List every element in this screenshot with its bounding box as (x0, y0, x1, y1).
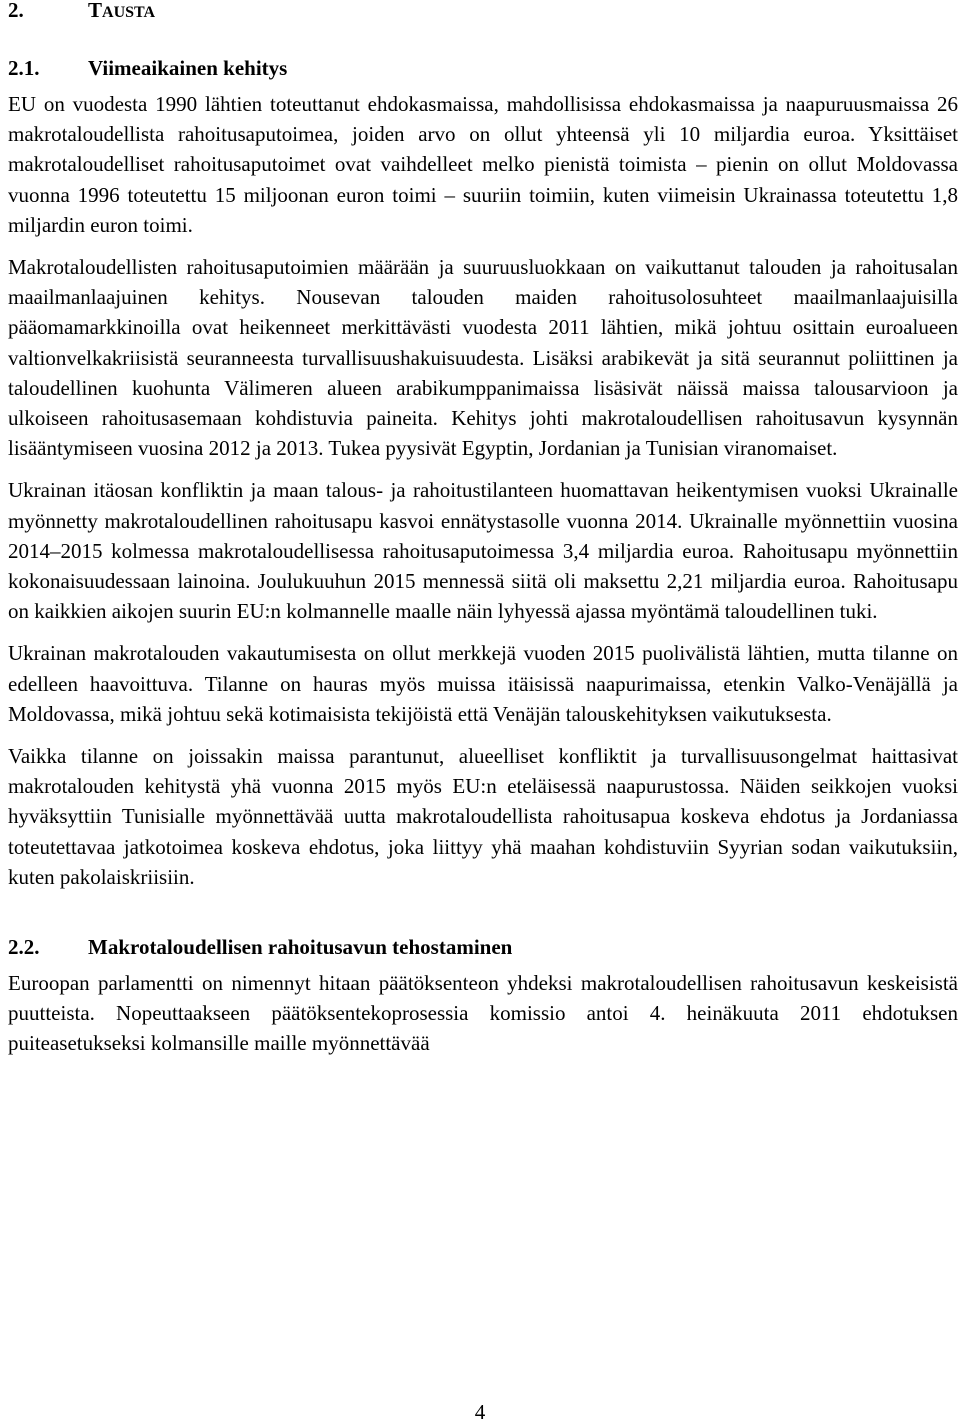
paragraph: EU on vuodesta 1990 lähtien toteuttanut ehdokasmaissa, mahdollisissa ehdokasmaissa ja naapuruusmaissa 26 makrotaloudellista rahoitusaputoimea, joiden arvo on ollut yhteensä yli 10 miljardia euroa. Yksittäiset makrotaloudelliset rahoitusaputoimet ovat vaihdelleet melko pienistä toimista – pienin on ollut Moldovassa vuonna 1996 toteutettu 15 miljoonan euron toimi – suuriin toimiin, kuten viimeisin Ukrainassa toteutettu 1,8 miljardin euron toimi. (8, 92, 958, 237)
section-heading-2-2 (8, 932, 958, 962)
main-heading-number: 2. (8, 0, 24, 22)
section-heading-2-1 (8, 53, 958, 83)
section-heading-number: 2.2. (8, 935, 40, 960)
main-heading-title-initial: T (88, 0, 103, 22)
paragraph: Euroopan parlamentti on nimennyt hitaan päätöksenteon yhdeksi makrotaloudellisen rahoitusavun keskeisistä puutteista. Nopeuttaakseen päätöksentekoprosessia komissio antoi 4. heinäkuuta 2011 ehdotuksen puiteasetukseksi kolmansille maille myönnettävää (8, 971, 958, 1056)
main-heading-title-rest: AUSTA (102, 4, 156, 21)
paragraph: Makrotaloudellisten rahoitusaputoimien määrään ja suuruusluokkaan on vaikuttanut talouden ja rahoitusalan maailmanlaajuinen kehitys. Nousevan talouden maiden rahoitusolosuhteet maailmanlaajuisilla pääomamarkkinoilla ovat heikenneet merkittävästi vuodesta 2011 lähtien, mikä johtuu osittain euroalueen valtionvelkakriisistä seuranneesta turvallisuushakuisuudesta. Lisäksi arabikevät ja sitä seurannut poliittinen ja taloudellinen kuohunta Välimeren alueen arabikumppanimaissa lisäsivät näissä maissa talousarvioon ja ulkoiseen rahoitusasemaan kohdistuvia paineita. Kehitys johti makrotaloudellisen rahoitusavun kysynnän lisääntymiseen vuosina 2012 ja 2013. Tukea pyysivät Egyptin, Jordanian ja Tunisian viranomaiset. (8, 255, 958, 461)
paragraph: Ukrainan itäosan konfliktin ja maan talous- ja rahoitustilanteen huomattavan heikentymisen vuoksi Ukrainalle myönnetty makrotaloudellinen rahoitusapu kasvoi ennätystasolle vuonna 2014. Ukrainalle myönnettiin vuosina 2014–2015 kolmessa makrotaloudellisessa rahoitusaputoimessa 3,4 miljardia euroa. Rahoitusapu myönnettiin kokonaisuudessaan lainoina. Joulukuuhun 2015 mennessä siitä oli maksettu 2,21 miljardia euroa. Rahoitusapu on kaikkien aikojen suurin EU:n kolmannelle maalle näin lyhyessä ajassa myöntämä taloudellinen tuki. (8, 478, 958, 624)
page-body (8, 0, 958, 1071)
page-number: 4 (474, 1400, 486, 1424)
section-heading-title: Makrotaloudellisen rahoitusavun tehostaminen (88, 935, 513, 960)
paragraph: Vaikka tilanne on joissakin maissa parantunut, alueelliset konfliktit ja turvallisuusongelmat haittasivat makrotalouden kehitystä yhä vuonna 2015 myös EU:n eteläisessä naapurustossa. Näiden seikkojen vuoksi hyväksyttiin Tunisialle myönnettävää uutta makrotaloudellista rahoitusapua koskeva ehdotus ja Jordaniassa toteutettavaa jatkotoimea koskeva ehdotus, joka liittyy yhä maahan kohdistuviin Syyrian sodan vaikutuksiin, kuten pakolaiskriisiin. (8, 744, 958, 889)
paragraph: Ukrainan makrotalouden vakautumisesta on ollut merkkejä vuoden 2015 puolivälistä lähtien, mutta tilanne on edelleen haavoittuva. Tilanne on hauras myös muissa itäisissä naapurimaissa, etenkin Valko-Venäjällä ja Moldovassa, mikä johtuu sekä kotimaisista tekijöistä että Venäjän talouskehityksen vaikutuksesta. (8, 641, 958, 726)
section-heading-title: Viimeaikainen kehitys (88, 56, 288, 80)
main-heading (8, 0, 958, 28)
section-heading-number: 2.1. (8, 56, 40, 80)
